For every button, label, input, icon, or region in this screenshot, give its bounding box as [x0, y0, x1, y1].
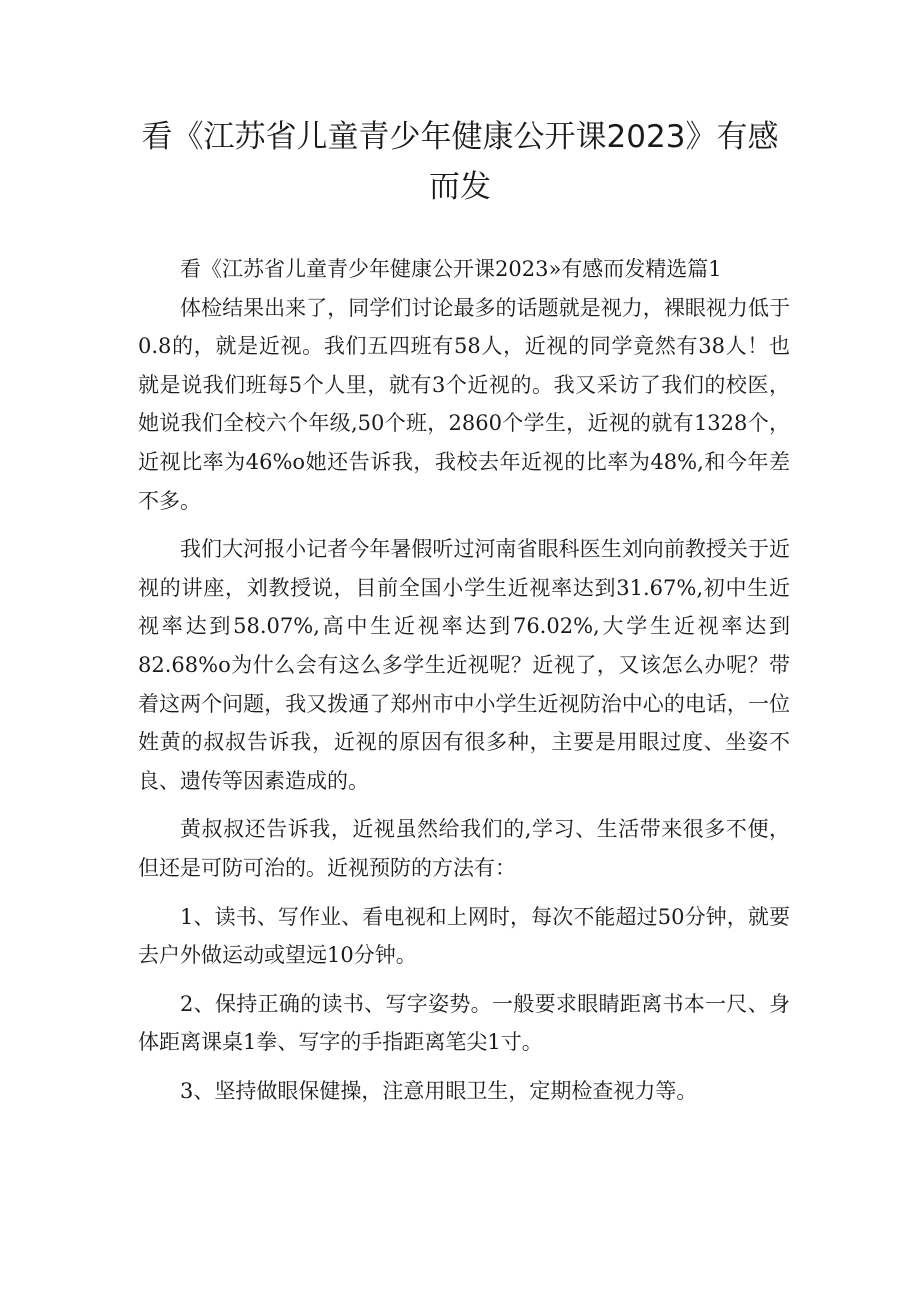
paragraph-3: 黄叔叔还告诉我，近视虽然给我们的,学习、生活带来很多不便，但还是可防可治的。近视预防的方法有：: [138, 817, 790, 880]
list-item-1: 1、读书、写作业、看电视和上网时，每次不能超过50分钟，就要去户外做运动或望远10分钟。: [138, 904, 790, 968]
document-title: 看《江苏省儿童青少年健康公开课2023》有感而发: [141, 119, 779, 205]
list-item-3: 3、坚持做眼保健操，注意用眼卫生，定期检查视力等。: [180, 1078, 698, 1103]
paragraph-subtitle: 看《江苏省儿童青少年健康公开课2023»有感而发精选篇1: [180, 257, 722, 281]
list-item-2: 2、保持正确的读书、写字姿势。一般要求眼睛距离书本一尺、身体距离课桌1拳、写字的手指距离笔尖1寸。: [138, 991, 790, 1055]
document-body: [138, 250, 790, 1110]
paragraph-1: 体检结果出来了，同学们讨论最多的话题就是视力，裸眼视力低于0.8的，就是近视。我们五四班有58人，近视的同学竟然有38人！也就是说我们班每5个人里，就有3个近视的。我又采访了我们的校医，她说我们全校六个年级,50个班，2860个学生，近视的就有1328个，近视比率为46%o她还告诉我，我校去年近视的比率为48%,和今年差不多。: [138, 295, 790, 513]
paragraph-2: 我们大河报小记者今年暑假听过河南省眼科医生刘向前教授关于近视的讲座，刘教授说，目前全国小学生近视率达到31.67%,初中生近视率达到58.07%,高中生近视率达到76.02%,大学生近视率达到82.68%o为什么会有这么多学生近视呢？近视了，又该怎么办呢？带着这两个问题，我又拨通了郑州市中小学生近视防治中心的电话，一位姓黄的叔叔告诉我，近视的原因有很多种，主要是用眼过度、坐姿不良、遗传等因素造成的。: [138, 537, 790, 793]
